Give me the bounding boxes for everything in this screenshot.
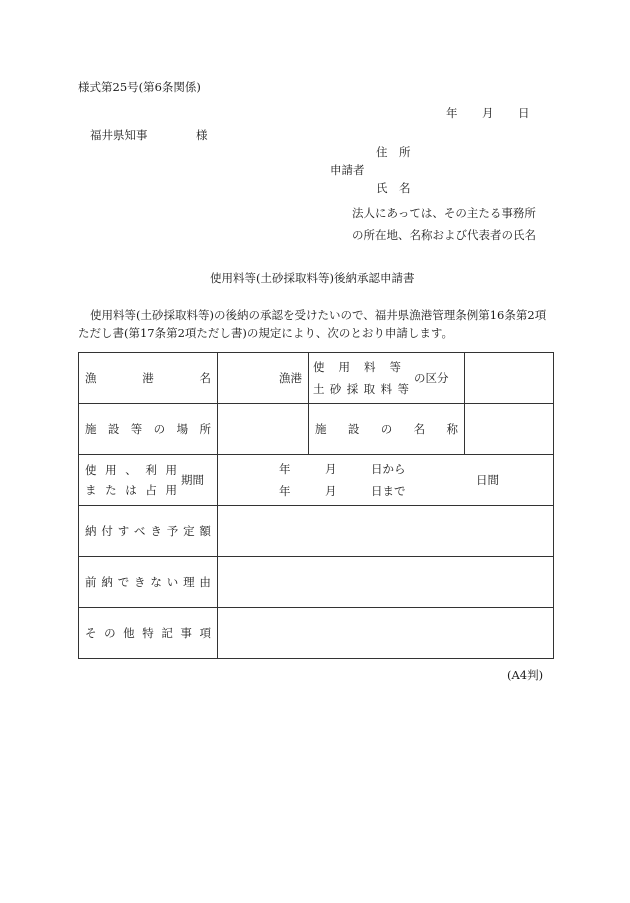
reason-value-cell[interactable] [218, 557, 554, 608]
facility-location-label-char: 設 [107, 422, 120, 436]
period-label-cell [79, 455, 218, 506]
period-to-month: 月 [325, 484, 337, 498]
fee-type-usage-char: 料 [364, 360, 376, 374]
date-year-label: 年 [446, 106, 458, 120]
facility-location-label-char: 場 [176, 422, 189, 436]
facility-name-label-char: 施 [315, 422, 327, 436]
usage-label-line2-char: た [105, 483, 117, 497]
fee-type-sediment [313, 382, 409, 397]
document-title: 使用料等(土砂採取料等)後納承認申請書 [210, 271, 415, 285]
facility-name-label-cell [309, 404, 465, 455]
addressee-honorific: 様 [196, 128, 208, 142]
row-reason [79, 557, 554, 608]
reason-label-char: 由 [199, 575, 211, 589]
form-number: 様式第25号(第6条関係) [78, 80, 201, 94]
remarks-label-char: 特 [142, 626, 154, 640]
planned-amount-label-char: 付 [101, 524, 113, 538]
remarks-value-cell[interactable] [218, 608, 554, 659]
fee-type-sediment-char: 採 [346, 382, 359, 396]
fee-type-usage [313, 360, 401, 375]
remarks-label-cell [79, 608, 218, 659]
corporate-note-line2: の所在地、名称および代表者の氏名 [352, 228, 536, 242]
fee-type-usage-char: 用 [338, 360, 350, 374]
period-from-year: 年 [279, 462, 291, 476]
address-label: 住 所 [376, 145, 411, 159]
row-period [79, 455, 554, 506]
corporate-note-line1: 法人にあっては、その主たる事務所 [352, 206, 536, 220]
row-facility [79, 404, 554, 455]
reason-label-char: き [134, 575, 146, 589]
usage-label-line1-char: 、 [125, 463, 137, 477]
facility-name-label-char: 名 [413, 422, 426, 436]
applicant-label: 申請者 [330, 163, 365, 177]
fee-type-sediment-char: 等 [397, 382, 409, 396]
facility-location-label [79, 422, 217, 437]
reason-label-char: い [166, 575, 179, 589]
planned-amount-label-char: 額 [199, 524, 211, 538]
usage-label-line1-char: 用 [105, 463, 117, 477]
fee-type-usage-char: 等 [389, 360, 401, 374]
period-from-label: 日から [371, 462, 406, 476]
planned-amount-label-char: す [117, 524, 130, 538]
fee-type-usage-char: 使 [313, 360, 325, 374]
category-suffix: の区分 [414, 371, 449, 385]
reason-label-cell [79, 557, 218, 608]
date-day-label: 日 [518, 106, 530, 120]
usage-label-line2-char: 用 [165, 483, 177, 497]
period-label: 期間 [181, 473, 204, 487]
name-label: 氏 名 [376, 181, 411, 195]
body-text-line1: 使用料等(土砂採取料等)の後納の承認を受けたいので、福井県漁港管理条例第16条第2項 [90, 308, 547, 322]
usage-label-line1-char: 使 [85, 463, 97, 477]
remarks-label-char: そ [85, 626, 97, 640]
fishing-port-label [79, 371, 217, 386]
category-value-cell[interactable] [465, 353, 554, 404]
addressee-name: 福井県知事 [90, 128, 148, 142]
facility-location-label-char: 施 [85, 422, 97, 436]
period-to-year: 年 [279, 484, 291, 498]
planned-amount-value-cell[interactable] [218, 506, 554, 557]
facility-location-label-char: 所 [199, 422, 211, 436]
fishing-port-label-cell [79, 353, 218, 404]
usage-label-line1-char: 用 [165, 463, 177, 477]
fee-type-sediment-char: 土 [313, 382, 325, 396]
facility-name-label-char: 称 [446, 422, 458, 436]
reason-label-char: で [117, 575, 130, 589]
period-to-label: 日まで [371, 484, 406, 498]
reason-label [79, 575, 217, 590]
row-fishing-port [79, 353, 554, 404]
facility-location-label-cell [79, 404, 218, 455]
facility-location-label-char: の [153, 422, 166, 436]
facility-name-label-char: の [380, 422, 393, 436]
remarks-label [79, 626, 217, 641]
usage-label-line2 [79, 483, 183, 498]
planned-amount-label-char: 定 [183, 524, 195, 538]
fishing-port-label-char: 名 [199, 371, 211, 385]
paper-size-note: (A4判) [507, 668, 544, 682]
usage-label-line2-char: ま [85, 483, 97, 497]
period-days-label: 日間 [476, 473, 499, 487]
usage-label-line1-char: 利 [145, 463, 157, 477]
planned-amount-label-char: べ [134, 524, 146, 538]
usage-label-line2-char: 占 [145, 483, 157, 497]
fee-type-sediment-char: 取 [363, 382, 376, 396]
reason-label-char: 前 [85, 575, 97, 589]
facility-name-value-cell[interactable] [465, 404, 554, 455]
body-text-line2: ただし書(第17条第2項ただし書)の規定により、次のとおり申請します。 [78, 326, 453, 340]
period-value-cell[interactable] [218, 455, 554, 506]
facility-location-value-cell[interactable] [218, 404, 309, 455]
planned-amount-label-cell [79, 506, 218, 557]
date-month-label: 月 [482, 106, 494, 120]
remarks-label-char: の [104, 626, 116, 640]
usage-label-line1 [79, 463, 183, 478]
fishing-port-value-cell[interactable] [218, 353, 465, 404]
facility-location-label-char: 等 [130, 422, 143, 436]
remarks-label-char: 事 [180, 626, 192, 640]
row-remarks [79, 608, 554, 659]
planned-amount-label-char: き [150, 524, 162, 538]
remarks-label-char: 他 [123, 626, 135, 640]
fishing-port-label-char: 港 [142, 371, 154, 385]
period-from-month: 月 [325, 462, 337, 476]
reason-label-char: な [150, 575, 162, 589]
fishing-port-suffix: 漁港 [279, 371, 302, 385]
planned-amount-label-char: 納 [85, 524, 97, 538]
remarks-label-char: 記 [161, 626, 173, 640]
application-table [78, 352, 554, 659]
facility-name-label-char: 設 [347, 422, 360, 436]
facility-name-label [309, 422, 464, 437]
remarks-label-char: 項 [199, 626, 211, 640]
reason-label-char: 納 [101, 575, 113, 589]
fishing-port-label-char: 漁 [85, 371, 97, 385]
fee-type-sediment-char: 砂 [329, 382, 342, 396]
usage-label-line2-char: は [125, 483, 137, 497]
planned-amount-label [79, 524, 217, 539]
reason-label-char: 理 [183, 575, 195, 589]
fee-type-sediment-char: 料 [380, 382, 393, 396]
row-planned-amount [79, 506, 554, 557]
planned-amount-label-char: 予 [166, 524, 179, 538]
